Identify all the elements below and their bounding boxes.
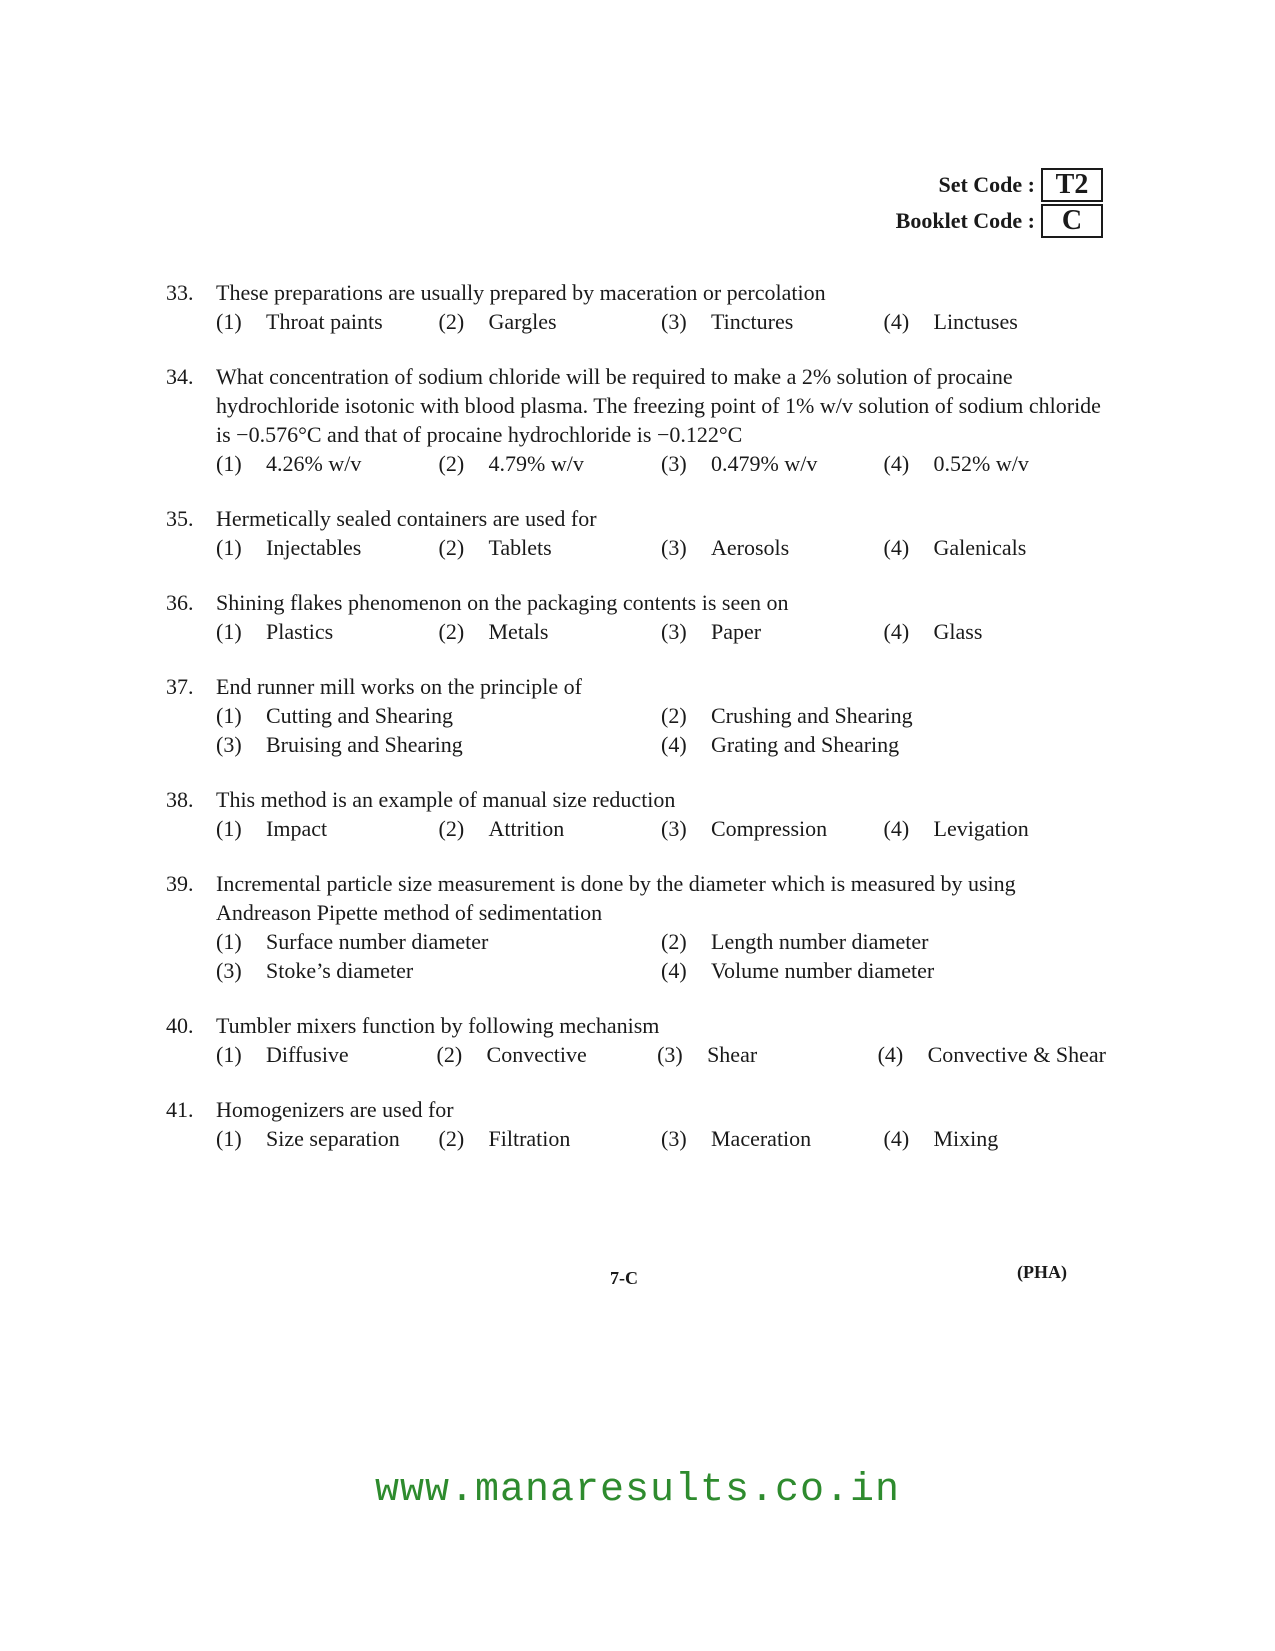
- option-number: (2): [438, 535, 465, 560]
- subject-code: (PHA): [1017, 1262, 1067, 1282]
- option-text: Linctuses: [933, 309, 1018, 334]
- question-text: Homogenizers are used for: [216, 1097, 454, 1122]
- option-4: [661, 730, 1106, 759]
- question-35: [166, 504, 1106, 562]
- question-text: Shining flakes phenomenon on the packaging contents is seen on: [216, 590, 789, 615]
- option-2: [661, 927, 1106, 956]
- option-number: (2): [436, 1042, 463, 1067]
- question-number: 40.: [166, 1013, 194, 1038]
- option-text: Throat paints: [266, 309, 383, 334]
- question-text: Incremental particle size measurement is done by the diameter which is measured by using Andreason Pipette method of sedimentation: [216, 871, 1016, 925]
- option-number: (2): [438, 816, 465, 841]
- option-3: [661, 307, 884, 336]
- question-text: Hermetically sealed containers are used for: [216, 506, 597, 531]
- option-1: [216, 927, 661, 956]
- option-2: [439, 1124, 662, 1153]
- option-number: (1): [216, 1126, 242, 1151]
- option-text: Convective & Shear: [927, 1042, 1106, 1067]
- question-number: 41.: [166, 1097, 194, 1122]
- option-3: [661, 1124, 884, 1153]
- question-number: 34.: [166, 364, 194, 389]
- option-2: [661, 701, 1106, 730]
- set-code-row: [896, 168, 1103, 202]
- question-text: What concentration of sodium chloride will be required to make a 2% solution of procaine hydrochloride isotonic with blood plasma. The freezing point of 1% w/v solution of sodium chloride is −0.576°C and that of procaine hydrochloride is −0.122°C: [216, 364, 1101, 447]
- option-number: (1): [216, 309, 242, 334]
- option-text: Tinctures: [711, 309, 794, 334]
- option-text: Surface number diameter: [266, 929, 489, 954]
- booklet-code-box: C: [1041, 204, 1103, 238]
- option-number: (1): [216, 451, 242, 476]
- option-number: (3): [661, 619, 687, 644]
- question-text: Tumbler mixers function by following mechanism: [216, 1013, 660, 1038]
- option-number: (3): [661, 309, 687, 334]
- option-number: (1): [216, 929, 242, 954]
- option-number: (3): [661, 451, 687, 476]
- option-text: Grating and Shearing: [711, 732, 900, 757]
- option-text: Levigation: [933, 816, 1029, 841]
- question-text: These preparations are usually prepared by maceration or percolation: [216, 280, 826, 305]
- option-number: (2): [438, 1126, 465, 1151]
- option-4: [884, 814, 1107, 843]
- option-1: [216, 449, 439, 478]
- option-4: [661, 956, 1106, 985]
- option-4: [884, 449, 1107, 478]
- option-number: (4): [661, 958, 687, 983]
- option-2: [439, 533, 662, 562]
- booklet-code-label: Booklet Code :: [895, 208, 1035, 233]
- booklet-code-row: [896, 204, 1103, 238]
- option-2: [439, 814, 662, 843]
- option-number: (4): [661, 732, 687, 757]
- question-41: [166, 1095, 1106, 1153]
- option-3: [661, 533, 884, 562]
- option-3: [216, 730, 661, 759]
- option-text: Diffusive: [266, 1042, 349, 1067]
- option-text: Mixing: [933, 1126, 999, 1151]
- option-1: [216, 1124, 439, 1153]
- option-text: Attrition: [488, 816, 565, 841]
- option-number: (1): [216, 816, 242, 841]
- option-3: [216, 956, 661, 985]
- option-number: (3): [216, 958, 242, 983]
- option-number: (4): [883, 309, 910, 334]
- option-text: 4.26% w/v: [266, 451, 362, 476]
- option-text: Glass: [933, 619, 983, 644]
- option-text: Cutting and Shearing: [266, 703, 453, 728]
- option-text: Compression: [711, 816, 828, 841]
- option-2: [439, 449, 662, 478]
- option-3: [661, 814, 884, 843]
- option-text: Volume number diameter: [711, 958, 935, 983]
- option-text: Injectables: [266, 535, 362, 560]
- option-number: (2): [438, 451, 465, 476]
- option-1: [216, 814, 439, 843]
- option-number: (2): [438, 309, 465, 334]
- option-1: [216, 307, 439, 336]
- option-text: Bruising and Shearing: [266, 732, 463, 757]
- option-number: (1): [216, 1042, 242, 1067]
- question-number: 38.: [166, 787, 194, 812]
- watermark-url: www.manaresults.co.in: [374, 1468, 901, 1513]
- question-number: 37.: [166, 674, 194, 699]
- option-4: [884, 533, 1107, 562]
- page-number: 7-C: [610, 1268, 638, 1288]
- option-text: Shear: [707, 1042, 758, 1067]
- question-36: [166, 588, 1106, 646]
- option-4: [884, 1124, 1107, 1153]
- option-3: [661, 449, 884, 478]
- option-number: (2): [438, 619, 465, 644]
- option-text: Length number diameter: [711, 929, 929, 954]
- option-text: Stoke’s diameter: [266, 958, 414, 983]
- option-3: [661, 617, 884, 646]
- option-1: [216, 617, 439, 646]
- option-number: (4): [883, 535, 910, 560]
- option-number: (4): [877, 1042, 904, 1067]
- option-text: Size separation: [266, 1126, 400, 1151]
- option-1: [216, 701, 661, 730]
- option-number: (1): [216, 703, 242, 728]
- option-4: [878, 1040, 1106, 1069]
- option-text: Maceration: [711, 1126, 812, 1151]
- question-40: [166, 1011, 1106, 1069]
- option-number: (4): [883, 1126, 910, 1151]
- question-number: 36.: [166, 590, 194, 615]
- question-number: 39.: [166, 871, 194, 896]
- option-2: [439, 617, 662, 646]
- option-2: [439, 307, 662, 336]
- option-text: Aerosols: [711, 535, 790, 560]
- option-number: (2): [661, 929, 687, 954]
- option-number: (1): [216, 535, 242, 560]
- option-1: [216, 1040, 437, 1069]
- option-1: [216, 533, 439, 562]
- option-number: (4): [883, 619, 910, 644]
- option-text: Metals: [488, 619, 549, 644]
- option-text: Convective: [486, 1042, 587, 1067]
- option-number: (4): [883, 451, 910, 476]
- set-code-box: T2: [1041, 168, 1103, 202]
- option-number: (3): [661, 535, 687, 560]
- question-number: 33.: [166, 280, 194, 305]
- question-37: [166, 672, 1106, 759]
- option-text: Impact: [266, 816, 328, 841]
- option-text: Paper: [711, 619, 762, 644]
- option-text: Gargles: [488, 309, 557, 334]
- question-list: [166, 278, 1106, 1179]
- option-text: Plastics: [266, 619, 334, 644]
- option-text: Filtration: [488, 1126, 571, 1151]
- question-text: This method is an example of manual size reduction: [216, 787, 676, 812]
- question-33: [166, 278, 1106, 336]
- option-2: [437, 1040, 658, 1069]
- option-number: (4): [883, 816, 910, 841]
- option-text: Crushing and Shearing: [711, 703, 913, 728]
- option-4: [884, 617, 1107, 646]
- code-block: [896, 168, 1103, 240]
- question-34: [166, 362, 1106, 478]
- option-4: [884, 307, 1107, 336]
- question-text: End runner mill works on the principle of: [216, 674, 582, 699]
- option-text: 0.479% w/v: [711, 451, 818, 476]
- option-number: (3): [216, 732, 242, 757]
- option-3: [657, 1040, 878, 1069]
- option-number: (3): [661, 1126, 687, 1151]
- option-number: (2): [661, 703, 687, 728]
- option-number: (1): [216, 619, 242, 644]
- question-38: [166, 785, 1106, 843]
- option-text: 4.79% w/v: [488, 451, 584, 476]
- option-text: Galenicals: [933, 535, 1027, 560]
- option-text: 0.52% w/v: [933, 451, 1029, 476]
- option-text: Tablets: [488, 535, 552, 560]
- question-number: 35.: [166, 506, 194, 531]
- option-number: (3): [657, 1042, 683, 1067]
- option-number: (3): [661, 816, 687, 841]
- question-39: [166, 869, 1106, 985]
- set-code-label: Set Code :: [938, 172, 1035, 197]
